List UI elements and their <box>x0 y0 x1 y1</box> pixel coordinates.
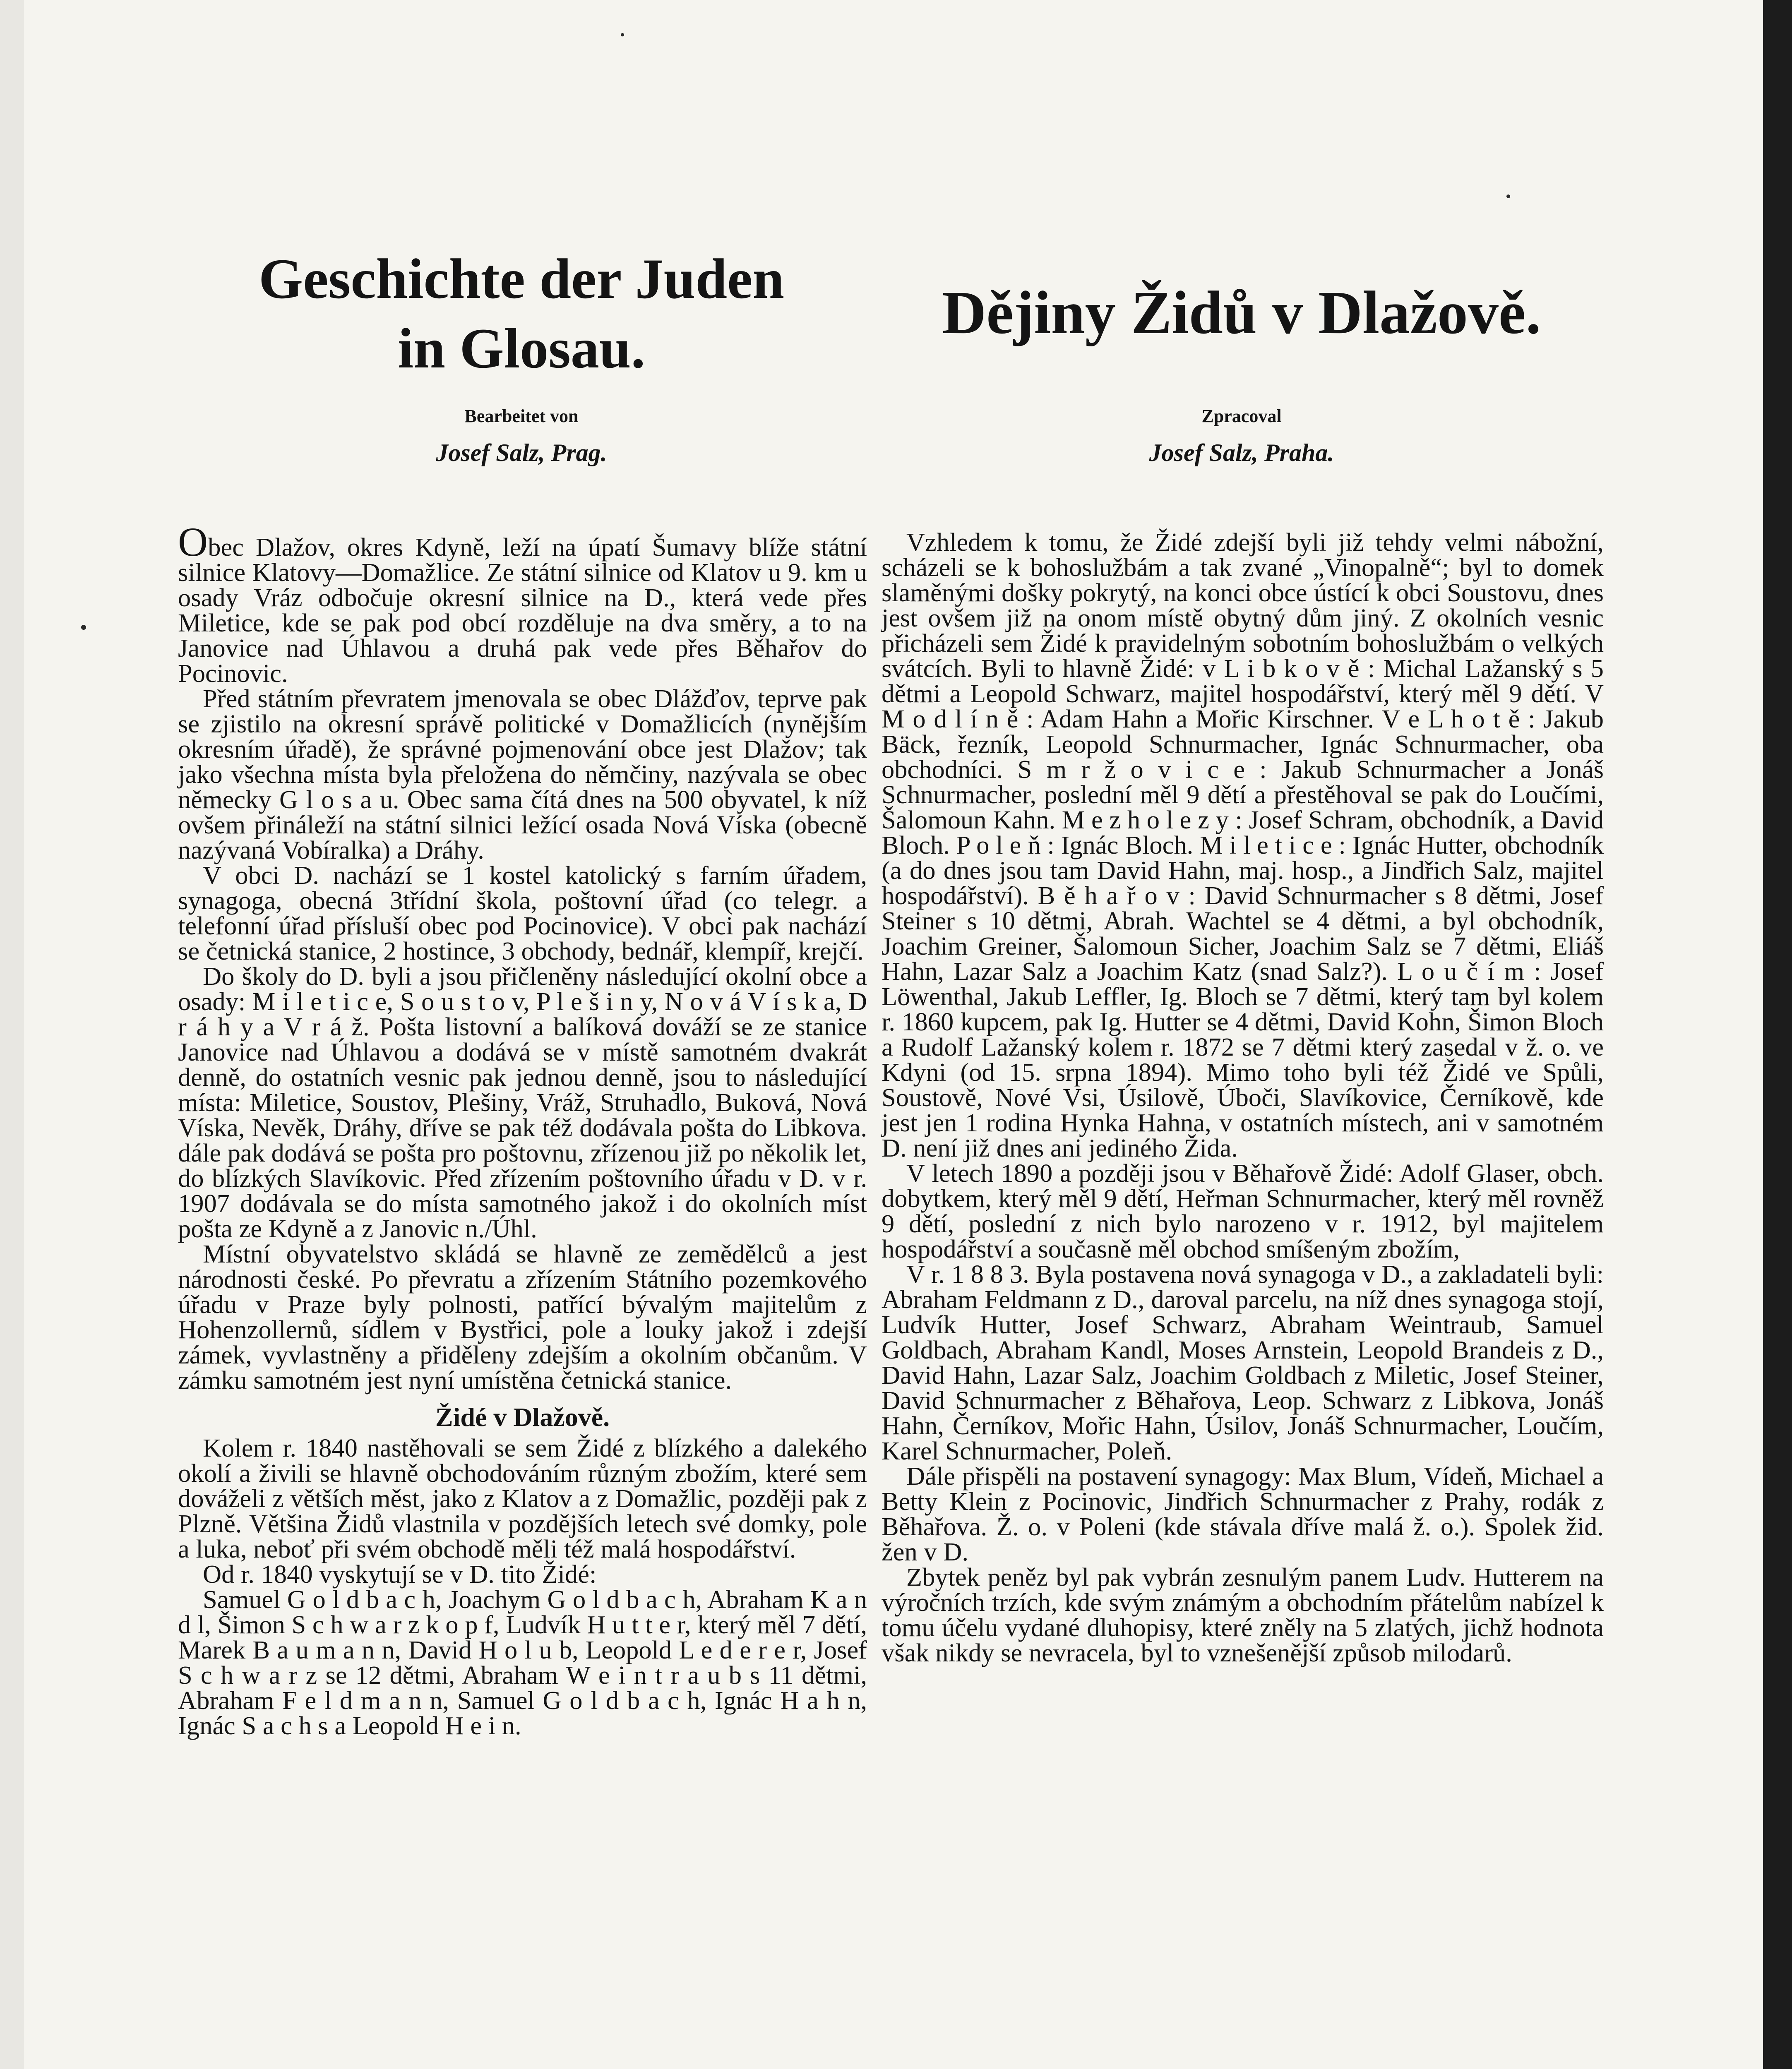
paragraph: Dále přispěli na postavení synagogy: Max Blum, Vídeň, Michael a Betty Klein z Pocinovic, Jindřich Schnurmacher z Prahy, rodák z Běhařova. Ž. o. v Poleni (kde stávala dříve malá ž. o.). Spolek žid. žen v D. <box>882 1462 1604 1566</box>
scan-speck <box>81 625 86 630</box>
paragraph: Vzhledem k tomu, že Židé zdejší byli již tehdy velmi nábožní, scházeli se k bohoslužbám a tak zvané „Vinopalně“; byl to domek slaměnými došky pokrytý, na konci obce ústící k obci Soustovu, dnes jest ovšem již na onom místě obytný dům jiný. Z okolních vesnic přicházeli sem Židé k pravidelným sobotním bohoslužbám o velkých svátcích. Byli to hlavně Židé: v L i b k o v ě : Michal Lažanský s 5 dětmi a Leopold Schwarz, majitel hospodářství, který měl 9 dětí. V M o d l í n ě : Adam Hahn a Mořic Kirschner. V e L h o t ě : Jakub Bäck, řezník, Leopold Schnurmacher, Ignác Schnurmacher, oba obchodníci. S m r ž o v i c e : Jakub Schnurmacher a Jonáš Schnurmacher, poslední měl 9 dětí a přestěhoval se pak do Loučími, Šalomoun Kahn. M e z h o l e z y : Josef Schram, obchodník, a David Bloch. P o l e ň : Ignác Bloch. M i l e t i c e : Ignác Hutter, obchodník (a do dnes jsou tam David Hahn, maj. hosp., a Jindřich Salz, majitel hospodářství). B ě h a ř o v : David Schnurmacher s 8 dětmi, Josef Steiner s 10 dětmi, Abrah. Wachtel se 4 dětmi, a byl obchodník, Joachim Greiner, Šalomoun Sicher, Joachim Salz se 7 dětmi, Eliáš Hahn, Lazar Salz a Joachim Katz (snad Salz?). L o u č í m : Josef Löwenthal, Jakub Leffler, Ig. Bloch se 7 dětmi, který tam byl kolem r. 1860 kupcem, pak Ig. Hutter se 4 dětmi, David Kohn, Šimon Bloch a Rudolf Lažanský kolem r. 1872 se 7 dětmi který zasedal v ž. o. ve Kdyni (od 15. srpna 1894). Mimo toho byli též Židé ve Spůli, Soustově, Nové Vsi, Úsilově, Úboči, Slavíkovice, Černíkově, kde jest jen 1 rodina Hynka Hahna, v ostatních místech, ani v samotném D. není již dnes ani jediného Žida. <box>882 528 1604 1162</box>
section-heading: Židé v Dlažově. <box>435 1402 610 1432</box>
byline-czech-author: Josef Salz, Praha. <box>1149 439 1334 466</box>
byline-german-author: Josef Salz, Prag. <box>436 439 607 466</box>
paragraph-text: bec Dlažov, okres Kdyně, leží na úpatí Šumavy blíže státní silnice Klatovy—Domažlice. Ze státní silnice od Klatov u 9. km u osady Vráz odbočuje okresní silnice na D., která vede přes Miletice, kde se pak pod obcí rozděluje na dva směry, a to na Janovice nad Úhlavou a druhá pak vede přes Běhařov do Pocinovic. <box>178 533 867 688</box>
paragraph: Kolem r. 1840 nastěhovali se sem Židé z blízkého a dalekého okolí a živili se hlavně obchodováním různým zbožím, které sem dováželi z větších měst, jako z Klatov a z Domažlic, později pak z Plzně. Většina Židů vlastnila v pozdějších letech své domky, pole a luka, neboť při svém obchodě měli též malá hospodářství. <box>178 1433 867 1563</box>
title-german <box>182 244 861 383</box>
title-czech: Dějiny Židů v Dlažově. <box>942 279 1541 347</box>
title-german-line2: in Glosau. <box>397 317 646 380</box>
paragraph <box>178 519 867 688</box>
scan-border-left <box>0 0 24 2069</box>
scan-speck <box>1506 194 1510 198</box>
right-text-column <box>882 530 1604 1666</box>
paragraph: Samuel G o l d b a c h, Joachym G o l d b a c h, Abraham K a n d l, Šimon S c h w a r z k o p f, Ludvík H u t t e r, který měl 7 dětí, Marek B a u m a n n, David H o l u b, Leopold L e d e r e r, Josef S c h w a r z se 12 dětmi, Abraham W e i n t r a u b s 11 dětmi, Abraham F e l d m a n n, Samuel G o l d b a c h, Ignác H a h n, Ignác S a c h s a Leopold H e i n. <box>178 1585 867 1740</box>
paragraph: Místní obyvatelstvo skládá se hlavně ze zemědělců a jest národnosti české. Po převratu a zřízením Státního pozemkového úřadu v Praze byly polnosti, patřící bývalým majitelům z Hohenzollernů, sídlem v Bystřici, pole a louky jakož i zdejší zámek, vyvlastněny a přiděleny zdejším a okolním občanům. V zámku samotném jest nyní umístěna četnická stanice. <box>178 1239 867 1395</box>
scan-speck <box>621 33 624 36</box>
paragraph: V letech 1890 a později jsou v Běhařově Židé: Adolf Glaser, obch. dobytkem, který měl 9 dětí, Heřman Schnurmacher, který měl rovněž 9 dětí, poslední z nich bylo narozeno v r. 1912, byl majitelem hospodářství a současně měl obchod smíšeným zbožím, <box>882 1159 1604 1263</box>
paragraph: Od r. 1840 vyskytují se v D. tito Židé: <box>203 1560 597 1589</box>
byline-german-label: Bearbeitet von <box>464 406 579 426</box>
title-german-line1: Geschichte der Juden <box>258 247 785 310</box>
paragraph: V obci D. nachází se 1 kostel katolický s farním úřadem, synagoga, obecná 3třídní škola, poštovní úřad (co telegr. a telefonní úřad přísluší obec pod Pocinovice). V obci pak nachází se četnická stanice, 2 hostince, 3 obchody, bednář, klempíř, krejčí. <box>178 861 867 965</box>
scan-border-right <box>1763 0 1792 2069</box>
paragraph: Zbytek peněz byl pak vybrán zesnulým panem Ludv. Hutterem na výročních trzích, kde svým známým a obchodním přátelům nabízel k tomu účelu vydané dluhopisy, které zněly na 5 zlatých, jichž hodnota však nikdy se nevracela, byl to vznešenější způsob milodarů. <box>882 1563 1604 1667</box>
byline-czech-label: Zpracoval <box>1201 406 1282 426</box>
paragraph: Do školy do D. byli a jsou přičleněny následující okolní obce a osady: M i l e t i c e, S o u s t o v, P l e š i n y, N o v á V í s k a, D r á h y a V r á ž. Pošta listovní a balíková dováží se ze stanice Janovice nad Úhlavou a dodává se v místě samotném dvakrát denně, do ostatních vesnic pak jednou denně, jsou to následující místa: Miletice, Soustov, Plešiny, Vráž, Struhadlo, Buková, Nová Víska, Nevěk, Dráhy, dříve se pak též dodávala pošta do Libkova. dále pak dodává se pošta pro poštovnu, zřízenou již po několik let, do blízkých Slavíkovic. Před zřízením poštovního úřadu v D. v r. 1907 dodávala se do místa samotného jakož i do okolních míst pošta ze Kdyně a z Janovic n./Úhl. <box>178 962 867 1243</box>
paragraph: V r. 1 8 8 3. Byla postavena nová synagoga v D., a zakladateli byli: Abraham Feldmann z D., daroval parcelu, na níž dnes synagoga stojí, Ludvík Hutter, Josef Schwarz, Abraham Weintraub, Samuel Goldbach, Abraham Kandl, Moses Arnstein, Leopold Brandeis z D., David Hahn, Lazar Salz, Joachim Goldbach z Miletic, Josef Steiner, David Schnurmacher z Běhařova, Leop. Schwarz z Libkova, Jonáš Hahn, Černíkov, Mořic Hahn, Úsilov, Jonáš Schnurmacher, Loučím, Karel Schnurmacher, Poleň. <box>882 1260 1604 1465</box>
left-text-column <box>178 519 867 1740</box>
paragraph: Před státním převratem jmenovala se obec Dlážďov, teprve pak se zjistilo na okresní správě politické v Domažlicích (nynějším okresním úřadě), že správné pojmenování obce jest Dlažov; tak jako všechna místa byla přeložena do němčiny, nazývala se obec německy G l o s a u. Obec sama čítá dnes na 500 obyvatel, k níž ovšem přináleží na státní silnici ležící osada Nová Víska (obecně nazývaná Vobíralka) a Dráhy. <box>178 684 867 864</box>
drop-cap: O <box>178 519 208 565</box>
